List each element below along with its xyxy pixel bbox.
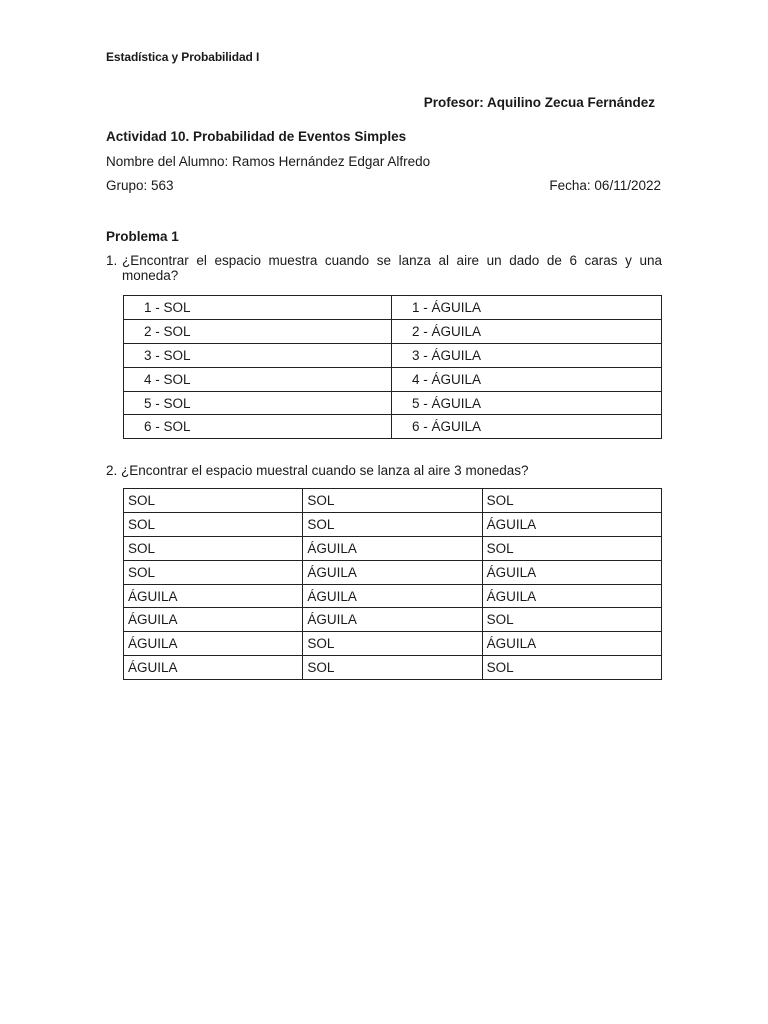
student-name: Nombre del Alumno: Ramos Hernández Edgar Alfredo: [106, 154, 431, 169]
table-cell: SOL: [303, 632, 482, 656]
table-cell: ÁGUILA: [303, 560, 482, 584]
table-cell: ÁGUILA: [303, 584, 482, 608]
table-row: [124, 319, 662, 343]
problem-title: Problema 1: [106, 229, 179, 244]
table-row: [124, 656, 662, 680]
table-row: [124, 367, 662, 391]
table-cell: ÁGUILA: [124, 608, 303, 632]
table-cell: SOL: [124, 512, 303, 536]
table-row: [124, 391, 662, 415]
table-cell: 3 - SOL: [124, 343, 392, 367]
activity-title: Actividad 10. Probabilidad de Eventos Simples: [106, 129, 407, 144]
table-cell: 4 - ÁGUILA: [392, 367, 662, 391]
table-cell: ÁGUILA: [124, 656, 303, 680]
table-row: [124, 632, 662, 656]
table-cell: 1 - ÁGUILA: [392, 296, 662, 320]
table-cell: 1 - SOL: [124, 296, 392, 320]
table-cell: SOL: [482, 489, 661, 513]
table-cell: ÁGUILA: [482, 560, 661, 584]
table-row: [124, 415, 662, 439]
table-row: [124, 343, 662, 367]
question-1-number: 1.: [106, 253, 118, 268]
table-row: [124, 296, 662, 320]
table-cell: 6 - ÁGUILA: [392, 415, 662, 439]
sample-space-table-three-coins: [123, 488, 662, 680]
table-cell: SOL: [482, 608, 661, 632]
table-row: [124, 560, 662, 584]
sample-space-table-die-coin: [123, 295, 662, 439]
table-cell: 4 - SOL: [124, 367, 392, 391]
table-cell: SOL: [303, 512, 482, 536]
table-cell: ÁGUILA: [124, 632, 303, 656]
table-cell: 5 - ÁGUILA: [392, 391, 662, 415]
table-cell: SOL: [303, 489, 482, 513]
table-cell: 5 - SOL: [124, 391, 392, 415]
table-row: [124, 512, 662, 536]
question-2: 2. ¿Encontrar el espacio muestral cuando se lanza al aire 3 monedas?: [106, 463, 529, 478]
question-1-line1: ¿Encontrar el espacio muestra cuando se lanza al aire un dado de 6 caras y una: [122, 253, 662, 268]
table-cell: SOL: [124, 489, 303, 513]
group-label: Grupo: 563: [106, 178, 174, 193]
table-cell: SOL: [303, 656, 482, 680]
professor-name: Profesor: Aquilino Zecua Fernández: [423, 95, 655, 110]
table-cell: ÁGUILA: [482, 512, 661, 536]
table-cell: ÁGUILA: [124, 584, 303, 608]
table-cell: ÁGUILA: [482, 632, 661, 656]
question-1: [106, 253, 662, 283]
date-label: Fecha: 06/11/2022: [549, 178, 661, 193]
table-cell: SOL: [482, 536, 661, 560]
table-cell: SOL: [124, 560, 303, 584]
table-cell: ÁGUILA: [303, 536, 482, 560]
question-1-line2: moneda?: [122, 268, 179, 283]
table-row: [124, 489, 662, 513]
table-cell: SOL: [482, 656, 661, 680]
table-cell: 3 - ÁGUILA: [392, 343, 662, 367]
table-cell: 2 - SOL: [124, 319, 392, 343]
table-cell: SOL: [124, 536, 303, 560]
table-cell: ÁGUILA: [482, 584, 661, 608]
table-row: [124, 608, 662, 632]
table-row: [124, 536, 662, 560]
table-cell: ÁGUILA: [303, 608, 482, 632]
course-title: Estadística y Probabilidad I: [106, 50, 260, 64]
table-cell: 6 - SOL: [124, 415, 392, 439]
table-cell: 2 - ÁGUILA: [392, 319, 662, 343]
table-row: [124, 584, 662, 608]
